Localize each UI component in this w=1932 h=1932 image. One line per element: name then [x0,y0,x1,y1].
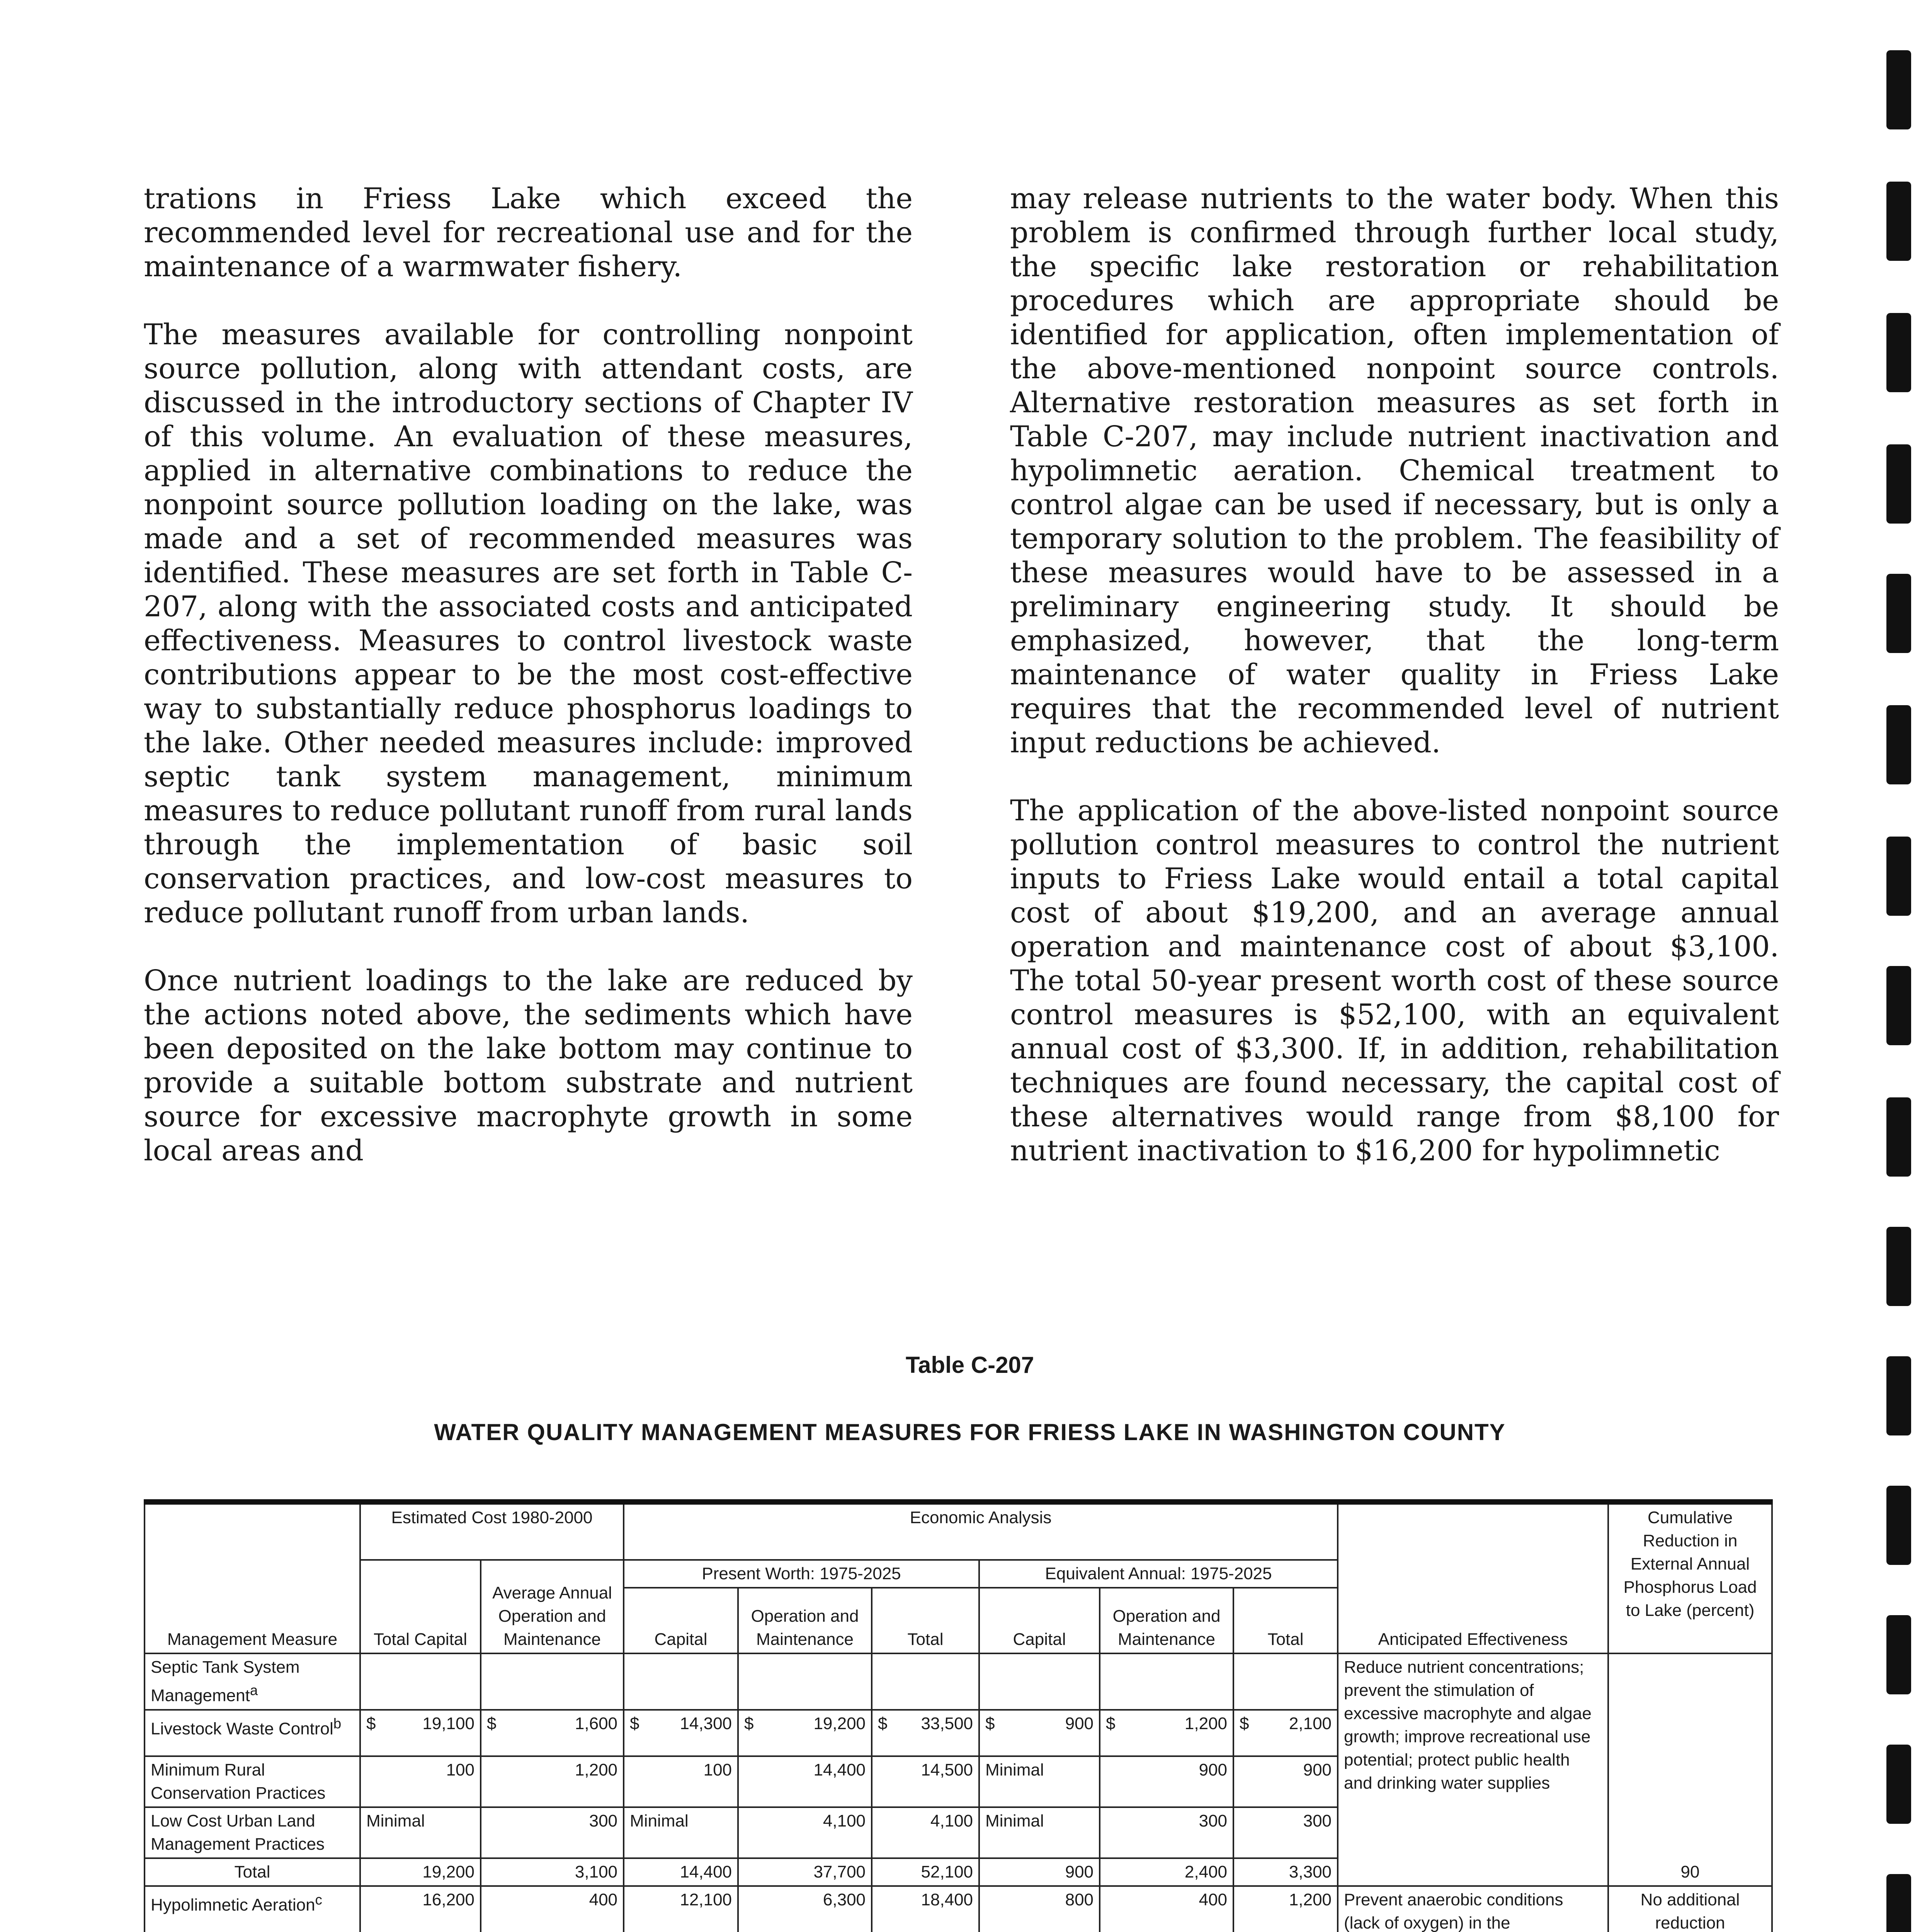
value: 19,100 [422,1714,474,1733]
cell: 6,300 [738,1886,872,1932]
dollar-sign: $ [744,1714,754,1733]
binding-bar [1886,1097,1911,1177]
cell [738,1710,872,1756]
cell [360,1710,481,1756]
cell [738,1653,872,1710]
source-controls-effectiveness: Reduce nutrient concentrations; prevent the stimulation of excessive macrophyte and algae growth; improve recreational use potential; protect public health and drinking water supplies [1338,1653,1608,1886]
cell [360,1653,481,1710]
cell: 300 [1100,1807,1233,1858]
cell: 900 [979,1858,1100,1886]
measure-cell [145,1653,360,1710]
cell: 52,100 [872,1858,979,1886]
cell: 2,400 [1100,1858,1233,1886]
cell: 16,200 [360,1886,481,1932]
dollar-sign: $ [1106,1714,1116,1733]
value: 1,200 [1184,1714,1228,1733]
header-estimated-cost: Estimated Cost 1980-2000 [360,1502,624,1560]
cell: Minimal [979,1756,1100,1807]
cell [1233,1653,1338,1710]
cell [1100,1653,1233,1710]
cell: 14,400 [738,1756,872,1807]
header-ea-om: Operation and Maintenance [1100,1588,1233,1653]
cell: 12,100 [624,1886,738,1932]
cell: 3,300 [1233,1858,1338,1886]
paragraph: The application of the above-listed nonpoint source pollution control measures to control the nutrient inputs to Friess Lake would entail a total capital cost of about $19,200, and an average annual operation and maintenance cost of about $3,100. The total 50-year present worth cost of these source control measures is $52,100, with an equivalent annual cost of $3,300. If, in addition, rehabilitation techniques are found necessary, the capital cost of these alternatives would range from $8,100 for nutrient inactivation to $16,200 for hypolimnetic [1010,794,1779,1167]
header-pw-total: Total [872,1588,979,1653]
dollar-sign: $ [878,1714,888,1733]
cell: 800 [979,1886,1100,1932]
header-ea-total: Total [1233,1588,1338,1653]
paragraph: trations in Friess Lake which exceed the recommended level for recreational use and for the maintenance of a warmwater fishery. [144,182,913,283]
cell: 1,200 [481,1756,624,1807]
cell [624,1710,738,1756]
paragraph: The measures available for controlling nonpoint source pollution, along with attendant costs, are discussed in the introductory sections of Chapter IV of this volume. An evaluation of these measures, applied in alternative combinations to reduce the nonpoint source pollution loading on the lake, was made and a set of recommended measures was identified. These measures are set forth in Table C-207, along with the associated costs and anticipated effectiveness. Measures to control livestock waste contributions appear to be the most cost-effective way to substantially reduce phosphorus loadings to the lake. Other needed measures include: improved septic tank system management, minimum measures to reduce pollutant runoff from rural lands through the implementation of basic soil conservation practices, and low-cost measures to reduce pollutant runoff from urban lands. [144,318,913,929]
table-row [145,1653,1772,1710]
header-total-capital: Total Capital [360,1560,481,1653]
cell: 4,100 [872,1807,979,1858]
cell: Minimal [624,1807,738,1858]
cell: 19,200 [360,1858,481,1886]
binding-bar [1886,966,1911,1045]
paragraph: Once nutrient loadings to the lake are reduced by the actions noted above, the sediments which have been deposited on the lake bottom may continue to provide a suitable bottom substrate and nutrient source for excessive macrophyte growth in some local areas and [144,964,913,1167]
cell [481,1653,624,1710]
footnote-ref: b [333,1715,342,1731]
cell: Minimal [360,1807,481,1858]
cell: 37,700 [738,1858,872,1886]
header-cumulative-reduction: Cumulative Reduction in External Annual Phosphorus Load to Lake (percent) [1608,1502,1772,1653]
binding-bar [1886,837,1911,916]
cell [872,1653,979,1710]
right-column [1010,182,1779,1202]
footnote-ref: c [315,1891,322,1908]
cell: 18,400 [872,1886,979,1932]
cell: 4,100 [738,1807,872,1858]
binding-bar [1886,1874,1911,1932]
table-number: Table C-207 [905,1352,1034,1378]
dollar-sign: $ [1240,1714,1249,1733]
cell [979,1710,1100,1756]
header-avg-annual-om: Average Annual Operation and Maintenance [481,1560,624,1653]
binding-bar [1886,1745,1911,1824]
dollar-sign: $ [366,1714,376,1733]
cell: 900 [1233,1756,1338,1807]
cell: 400 [481,1886,624,1932]
paragraph: may release nutrients to the water body. When this problem is confirmed through further local study, the specific lake restoration or rehabilitation procedures which are appropriate should be identified for application, often implementation of the above-mentioned nonpoint source controls. Alternative restoration measures as set forth in Table C-207, may include nutrient inactivation and hypolimnetic aeration. Chemical treatment to control algae can be used if necessary, but is only a temporary solution to the problem. The feasibility of these measures would have to be assessed in a preliminary engineering study. It should be emphasized, however, that the long-term maintenance of water quality in Friess Lake requires that the recommended level of nutrient input reductions be achieved. [1010,182,1779,759]
total-label: Total [145,1858,360,1886]
binding-bar [1886,574,1911,653]
dollar-sign: $ [487,1714,497,1733]
measure-cell [145,1756,360,1807]
value: 33,500 [921,1714,973,1733]
footnote-ref: a [250,1682,258,1698]
cell: 1,200 [1233,1886,1338,1932]
cell [1100,1710,1233,1756]
aeration-reduction: No additional reduction [1608,1886,1772,1932]
cell: Minimal [979,1807,1100,1858]
measure-label: Septic Tank System Management [151,1658,300,1705]
cell: 900 [1100,1756,1233,1807]
header-anticipated-effectiveness: Anticipated Effectiveness [1338,1502,1608,1653]
binding-bar [1886,1486,1911,1565]
binding-bar [1886,705,1911,784]
table-title: WATER QUALITY MANAGEMENT MEASURES FOR FRIESS LAKE IN WASHINGTON COUNTY [434,1419,1506,1445]
value: 19,200 [813,1714,866,1733]
binding-bar [1886,313,1911,392]
header-equivalent-annual: Equivalent Annual: 1975-2025 [979,1560,1338,1588]
cell [1233,1710,1338,1756]
cell: 14,400 [624,1858,738,1886]
cell [624,1653,738,1710]
header-ea-capital: Capital [979,1588,1100,1653]
binding-bar [1886,50,1911,129]
binding-bar [1886,1227,1911,1306]
cell: 300 [481,1807,624,1858]
measure-label: Low Cost Urban Land Management Practices [151,1811,325,1854]
cell [979,1653,1100,1710]
dollar-sign: $ [630,1714,639,1733]
binding-bar [1886,182,1911,261]
value: 900 [1065,1714,1094,1733]
value: 2,100 [1289,1714,1332,1733]
header-economic-analysis: Economic Analysis [624,1502,1338,1560]
header-pw-capital: Capital [624,1588,738,1653]
header-present-worth: Present Worth: 1975-2025 [624,1560,979,1588]
left-column [144,182,913,1202]
management-measures-table [144,1499,1773,1932]
cell [481,1710,624,1756]
header-management-measure: Management Measure [145,1502,360,1653]
binding-bar [1886,444,1911,524]
value: 1,600 [575,1714,618,1733]
header-pw-om: Operation and Maintenance [738,1588,872,1653]
measure-label: Minimum Rural Conservation Practices [151,1760,326,1803]
cell [872,1710,979,1756]
cell: 3,100 [481,1858,624,1886]
table-row [145,1886,1772,1932]
measure-cell [145,1807,360,1858]
value: 14,300 [680,1714,732,1733]
aeration-effectiveness: Prevent anaerobic conditions (lack of oxygen) in the [1338,1886,1608,1932]
dollar-sign: $ [985,1714,995,1733]
binding-bar [1886,1615,1911,1694]
cell: 100 [360,1756,481,1807]
cell: 14,500 [872,1756,979,1807]
cell: 100 [624,1756,738,1807]
measure-label: Livestock Waste Control [151,1719,333,1738]
source-controls-reduction: 90 [1608,1653,1772,1886]
cell: 400 [1100,1886,1233,1932]
measure-label: Hypolimnetic Aeration [151,1895,315,1915]
cell: 300 [1233,1807,1338,1858]
measure-cell [145,1886,360,1932]
measure-cell [145,1710,360,1756]
